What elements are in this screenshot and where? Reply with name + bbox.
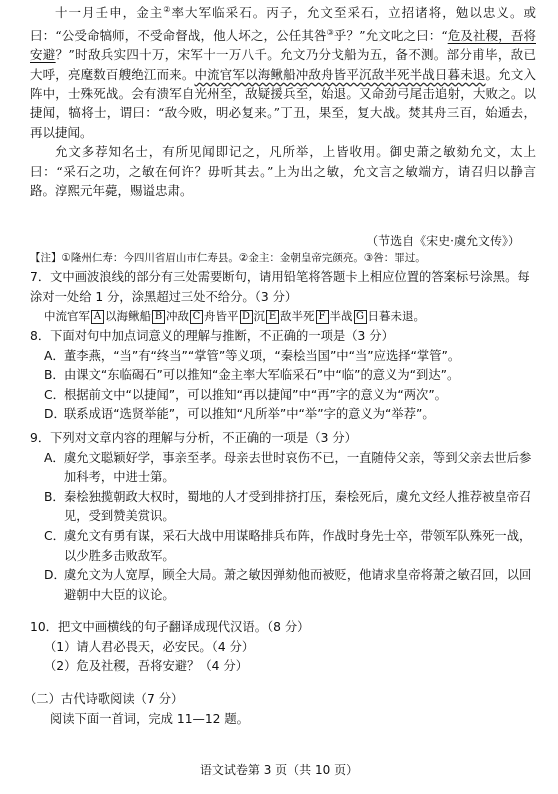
question-8-option-a: A． 董李燕，“当”有“终当”“掌管”等义项，“秦桧当国”中“当”应选择“掌管”。: [44, 348, 461, 363]
question-9-option-b: B． 秦桧独揽朝政大权时，蜀地的人才受到排挤打压，秦桧死后，虞允文经人推荐被皇帝召见，受到赞美赏识。: [44, 489, 532, 524]
section-title: （二）古代诗歌阅读（7 分）: [24, 692, 184, 706]
question-10-stem: 10．把文中画横线的句子翻译成现代汉语。（8 分）: [30, 620, 310, 634]
question-8-option-b: B． 由课文“东临碣石”可以推知“金主率大军临采石”中“临”的意义为“到达”。: [44, 368, 460, 383]
break-marker-a: A: [91, 310, 104, 324]
underlined-sentence-2: 危及社稷，吾将安避: [30, 27, 536, 63]
footnote-mark: ③: [326, 27, 334, 37]
source-citation: （节选自《宋史·虞允文传》）: [366, 234, 520, 248]
break-marker-b: B: [152, 310, 165, 324]
question-10-item-2: （2）危及社稷，吾将安避？（4 分）: [44, 659, 249, 674]
annotation-note: 【注】①隆州仁寿：今四川省眉山市仁寿县。②金主：金朝皇帝完颜亮。③咎：罪过。: [30, 252, 426, 264]
question-8-option-d: D． 联系成语“选贤举能”，可以推知“凡所举”中“举”字的意义为“举荐”。: [44, 407, 435, 422]
question-9: [30, 429, 536, 605]
question-8-option-c: C． 根据前文中“以捷闻”，可以推知“再以捷闻”中“再”字的意义为“两次”。: [44, 387, 447, 402]
page-footer: 语文试卷第 3 页（共 10 页）: [199, 763, 359, 777]
classical-passage: [30, 0, 536, 200]
question-9-option-c: C． 虞允文有勇有谋，采石大战中用谋略排兵布阵，作战时身先士卒，带领军队殊死一战，以少胜多击败敌军。: [44, 528, 532, 563]
question-10: [30, 618, 536, 677]
question-7-sentence: 中流官军 A 以海鳅船 B 冲敌 C 舟皆平 D 沉 E 敌半死 F 半战 G 日暮未退。: [44, 309, 425, 324]
break-marker-d: D: [240, 310, 253, 324]
break-marker-c: C: [190, 310, 203, 324]
question-7-stem: 7．文中画波浪线的部分有三处需要断句，请用铅笔将答题卡上相应位置的答案标号涂黑。每涂对一处给 1 分，涂黑超过三处不给分。（3 分）: [30, 270, 530, 304]
question-8-stem: 8．下面对句中加点词意义的理解与推断，不正确的一项是（3 分）: [30, 329, 394, 343]
break-marker-f: F: [316, 310, 329, 324]
question-8: [30, 327, 536, 425]
passage-paragraph-1: 十一月壬申，金主②率大军临采石。丙子，允文至采石，立招诸将，勉以忠义。或曰：“公受命犒师，不受命督战，他人坏之，公任其咎③乎？”允文叱之曰：“危及社稷，吾将安避？”时敌兵实四十万，宋军十一万八千。允文乃分戈船为五，备不测。部分甫毕，敌已大呼，亮麾数百艘绝江而来。中流官军以海鳅船冲敌舟皆平沉敌半死半战日暮未退。允文入阵中，士殊死战。会有溃军自光州至，敌疑援兵至，始退。又命劲弓尾击追射，大败之。以捷闻，犒将士，谓曰：“敌今败，明必复来。”丁丑，果至，复大战。焚其舟三百，始遁去，再以捷闻。: [30, 5, 536, 140]
passage-paragraph-2: 允文多荐知名士，有所见闻即记之，凡所举，上皆收用。御史萧之敏劾允文，太上曰：“采石之功，之敏在何许？毋听其去。”上为出之敏，允文言之敏端方，请召归以静言路。淳熙元年薨，赐谥忠肃。: [30, 144, 536, 198]
break-marker-g: G: [354, 310, 367, 324]
question-9-stem: 9．下列对文章内容的理解与分析，不正确的一项是（3 分）: [30, 431, 357, 445]
footnote-mark: ②: [163, 5, 172, 14]
section-intro: 阅读下面一首词，完成 11—12 题。: [50, 711, 249, 726]
section-poetry: [24, 690, 536, 729]
question-10-item-1: （1）请人君必畏天，必安民。（4 分）: [44, 639, 255, 654]
question-9-option-a: A． 虞允文聪颖好学，事亲至孝。母亲去世时哀伤不已，一直随侍父亲，等到父亲去世后参加科考，中进士第。: [44, 450, 532, 485]
break-marker-e: E: [266, 310, 279, 324]
question-7: [30, 268, 536, 327]
question-9-option-d: D． 虞允文为人宽厚，顾全大局。萧之敏因弹劾他而被贬，他请求皇帝将萧之敏召回，以回避朝中大臣的议论。: [44, 568, 532, 602]
wavy-underlined-sentence: 中流官军以海鳅船冲敌舟皆平沉敌半死半战日暮未退: [194, 66, 486, 82]
